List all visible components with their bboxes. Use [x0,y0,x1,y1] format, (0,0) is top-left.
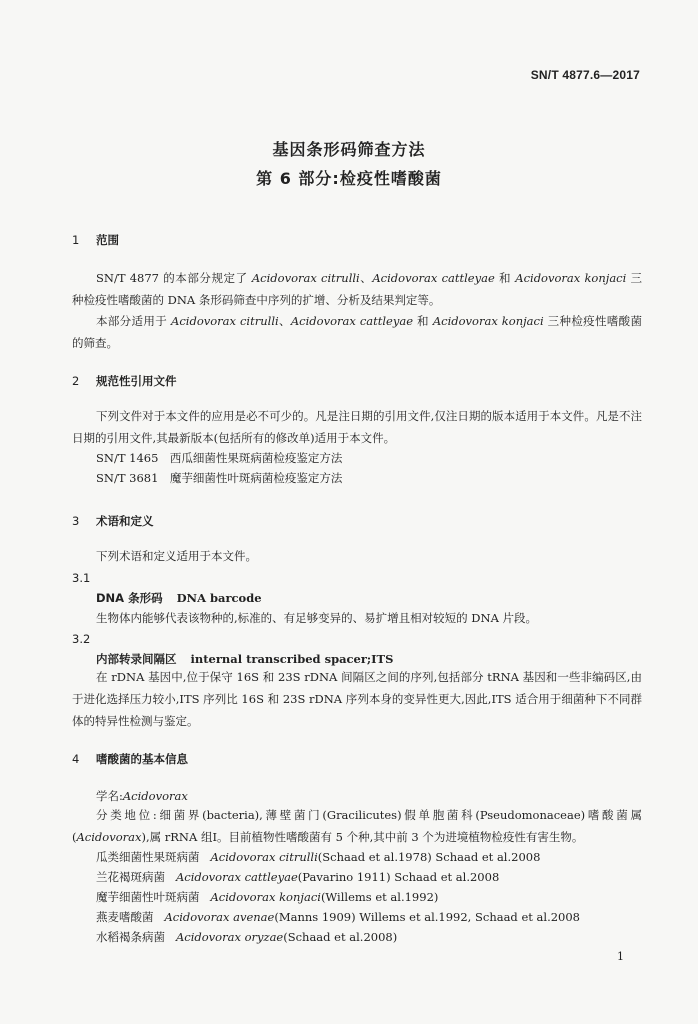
paragraph: 下列文件对于本文件的应用是必不可少的。凡是注日期的引用文件,仅注日期的版本适用于本文件。凡是不注日期的引用文件,其最新版本(包括所有的修改单)适用于本文件。 [72,409,642,445]
section-3-heading [72,513,154,529]
species-authority: (Schaad et al.1978) Schaad et al.2008 [317,850,541,864]
species-cn: 魔芋细菌性叶斑病菌 [96,890,200,904]
section-number: 3 [72,514,80,528]
species-authority: (Willems et al.1992) [320,890,439,904]
paragraph [72,310,642,354]
term-definition: 在 rDNA 基因中,位于保守 16S 和 23S rDNA 间隔区之间的序列,包括部分 tRNA 基因和一些非编码区,由于进化选择压力较小,ITS 序列比 16S 和 23S rDNA 序列本身的变异性更大,因此,ITS 适合用于细菌种下不同群体的特异性检测与鉴定。 [72,670,642,728]
section-title: 术语和定义 [96,514,154,528]
text: 分类地位:细菌界(bacteria),薄壁菌门(Gracilicutes)假单胞菌科(Pseudomonaceae)嗜酸菌属( [72,808,642,844]
species-entry [96,928,397,946]
term-cn: DNA 条形码 [96,591,163,605]
text: 三种检疫性嗜酸菌的筛查。 [72,314,643,350]
species-name: Acidovorax citrulli [251,271,360,285]
species-cn: 水稻褐条病菌 [96,930,165,944]
species-name: Acidovorax cattleyae [290,314,414,328]
text: 、 [359,271,373,285]
term-definition: 生物体内能够代表该物种的,标准的、有足够变异的、易扩增且相对较短的 DNA 片段。 [96,611,538,625]
paragraph [72,267,642,311]
scientific-name-line [96,787,188,805]
text: 、 [278,314,291,328]
term-heading [96,651,393,667]
section-title: 嗜酸菌的基本信息 [96,752,189,766]
page-number: 1 [617,950,624,963]
species-entry [96,868,499,886]
species-name: Acidovorax citrulli [171,314,279,328]
species-name: Acidovorax konjaci [515,271,627,285]
species-name: Acidovorax konjaci [210,890,321,904]
species-entry [96,848,540,866]
term-cn: 内部转录间隔区 [96,652,177,666]
term-number: 3.2 [72,632,91,646]
section-number: 1 [72,233,80,247]
section-title: 规范性引用文件 [96,374,177,388]
species-name: Acidovorax cattleyae [175,870,298,884]
species-name: Acidovorax avenae [164,910,275,924]
species-name: Acidovorax citrulli [210,850,318,864]
text: 学名: [96,789,123,803]
species-cn: 燕麦嗜酸菌 [96,910,154,924]
term-en: DNA barcode [176,591,262,605]
text: 本部分适用于 [96,314,172,328]
term-heading [96,590,262,606]
species-authority: (Manns 1909) Willems et al.1992, Schaad et al.2008 [274,910,580,924]
species-authority: (Pavarino 1911) Schaad et al.2008 [297,870,500,884]
species-name: Acidovorax konjaci [432,314,544,328]
term-number: 3.1 [72,571,91,585]
species-entry [96,888,438,906]
species-cn: 瓜类细菌性果斑病菌 [96,850,200,864]
text: SN/T 4877 的本部分规定了 [96,271,252,285]
paragraph: 下列术语和定义适用于本文件。 [96,549,257,563]
standard-number: SN/T 4877.6—2017 [530,68,640,82]
genus-name: Acidovorax [122,789,188,803]
genus-name: Acidovorax [76,830,142,844]
species-authority: (Schaad et al.2008) [283,930,398,944]
term-en: internal transcribed spacer;ITS [190,652,394,666]
section-number: 2 [72,374,80,388]
normative-reference: SN/T 3681 魔芋细菌性叶斑病菌检疫鉴定方法 [96,471,343,485]
text: 和 [494,271,516,285]
normative-reference: SN/T 1465 西瓜细菌性果斑病菌检疫鉴定方法 [96,451,343,465]
text: 和 [413,314,433,328]
species-name: Acidovorax oryzae [175,930,284,944]
species-cn: 兰花褐斑病菌 [96,870,165,884]
document-subtitle: 第 6 部分:检疫性嗜酸菌 [256,169,442,188]
text: ),属 rRNA 组Ⅰ。目前植物性嗜酸菌有 5 个种,其中前 3 个为进境植物检疫性有害生物。 [141,830,584,844]
text: 三种检疫性嗜酸菌的 DNA 条形码筛查中序列的扩增、分析及结果判定等。 [72,271,643,307]
document-title: 基因条形码筛查方法 [272,140,426,159]
section-4-heading [72,751,188,767]
section-number: 4 [72,752,80,766]
section-2-heading [72,373,177,389]
classification-paragraph [72,804,642,848]
section-title: 范围 [96,233,120,247]
species-name: Acidovorax cattleyae [372,271,495,285]
species-entry [96,908,580,926]
section-1-heading [72,232,119,248]
